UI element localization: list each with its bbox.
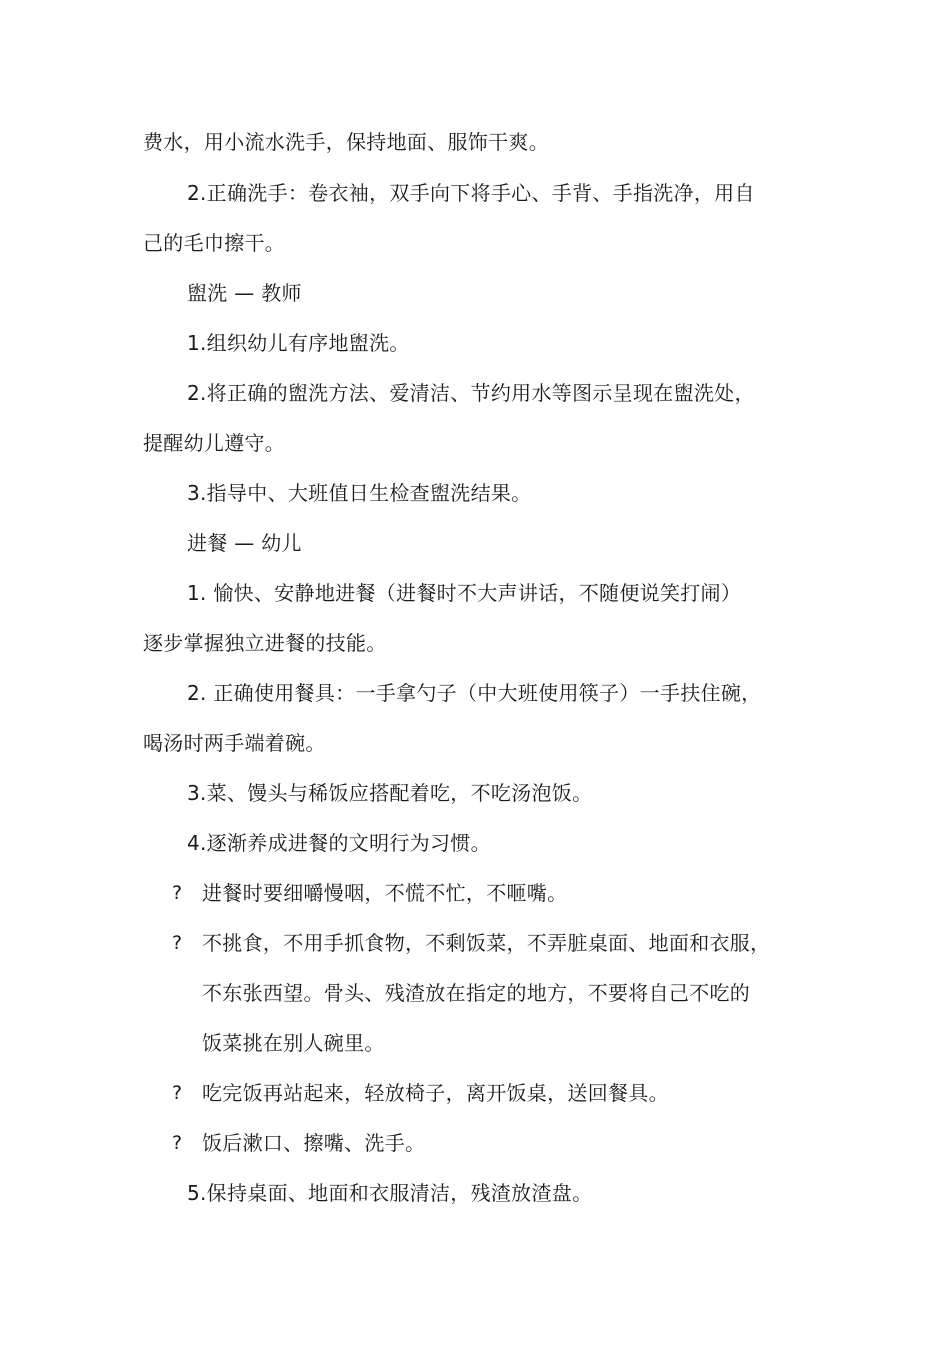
text-line: 2. 正确使用餐具：一手拿勺子（中大班使用筷子）一手扶住碗， — [187, 681, 762, 705]
text-line: 1.组织幼儿有序地盥洗。 — [187, 331, 410, 355]
text-line: 己的毛巾擦干。 — [143, 231, 286, 255]
text-line: 2.将正确的盥洗方法、爱清洁、节约用水等图示呈现在盥洗处， — [187, 381, 755, 405]
bullet-mark: ? — [172, 932, 183, 954]
text-line: 3.菜、馒头与稀饭应搭配着吃，不吃汤泡饭。 — [187, 781, 593, 805]
text-line: 喝汤时两手端着碗。 — [143, 731, 326, 755]
bullet-mark: ? — [172, 1082, 183, 1104]
bullet-item: 进餐时要细嚼慢咽，不慌不忙，不咂嘴。 — [202, 881, 568, 905]
bullet-item: 吃完饭再站起来，轻放椅子，离开饭桌，送回餐具。 — [202, 1081, 669, 1105]
bullet-item-continued: 不东张西望。骨头、残渣放在指定的地方，不要将自己不吃的 — [202, 981, 751, 1005]
bullet-mark: ? — [172, 1132, 183, 1154]
bullet-mark: ? — [172, 882, 183, 904]
text-line: 提醒幼儿遵守。 — [143, 431, 286, 455]
text-line: 3.指导中、大班值日生检查盥洗结果。 — [187, 481, 532, 505]
section-heading: 进餐 — 幼儿 — [187, 531, 302, 555]
text-line: 2.正确洗手：卷衣袖，双手向下将手心、手背、手指洗净，用自 — [187, 181, 755, 205]
bullet-item: 不挑食，不用手抓食物，不剩饭菜，不弄脏桌面、地面和衣服， — [202, 931, 771, 955]
text-line: 1. 愉快、安静地进餐（进餐时不大声讲话，不随便说笑打闹） — [187, 581, 742, 605]
text-line: 费水，用小流水洗手，保持地面、服饰干爽。 — [143, 130, 549, 154]
text-line: 4.逐渐养成进餐的文明行为习惯。 — [187, 831, 491, 855]
text-line: 逐步掌握独立进餐的技能。 — [143, 631, 387, 655]
bullet-item: 饭后漱口、擦嘴、洗手。 — [202, 1131, 426, 1155]
bullet-item-continued: 饭菜挑在别人碗里。 — [202, 1031, 385, 1055]
text-line: 5.保持桌面、地面和衣服清洁，残渣放渣盘。 — [187, 1181, 593, 1205]
section-heading: 盥洗 — 教师 — [187, 281, 302, 305]
